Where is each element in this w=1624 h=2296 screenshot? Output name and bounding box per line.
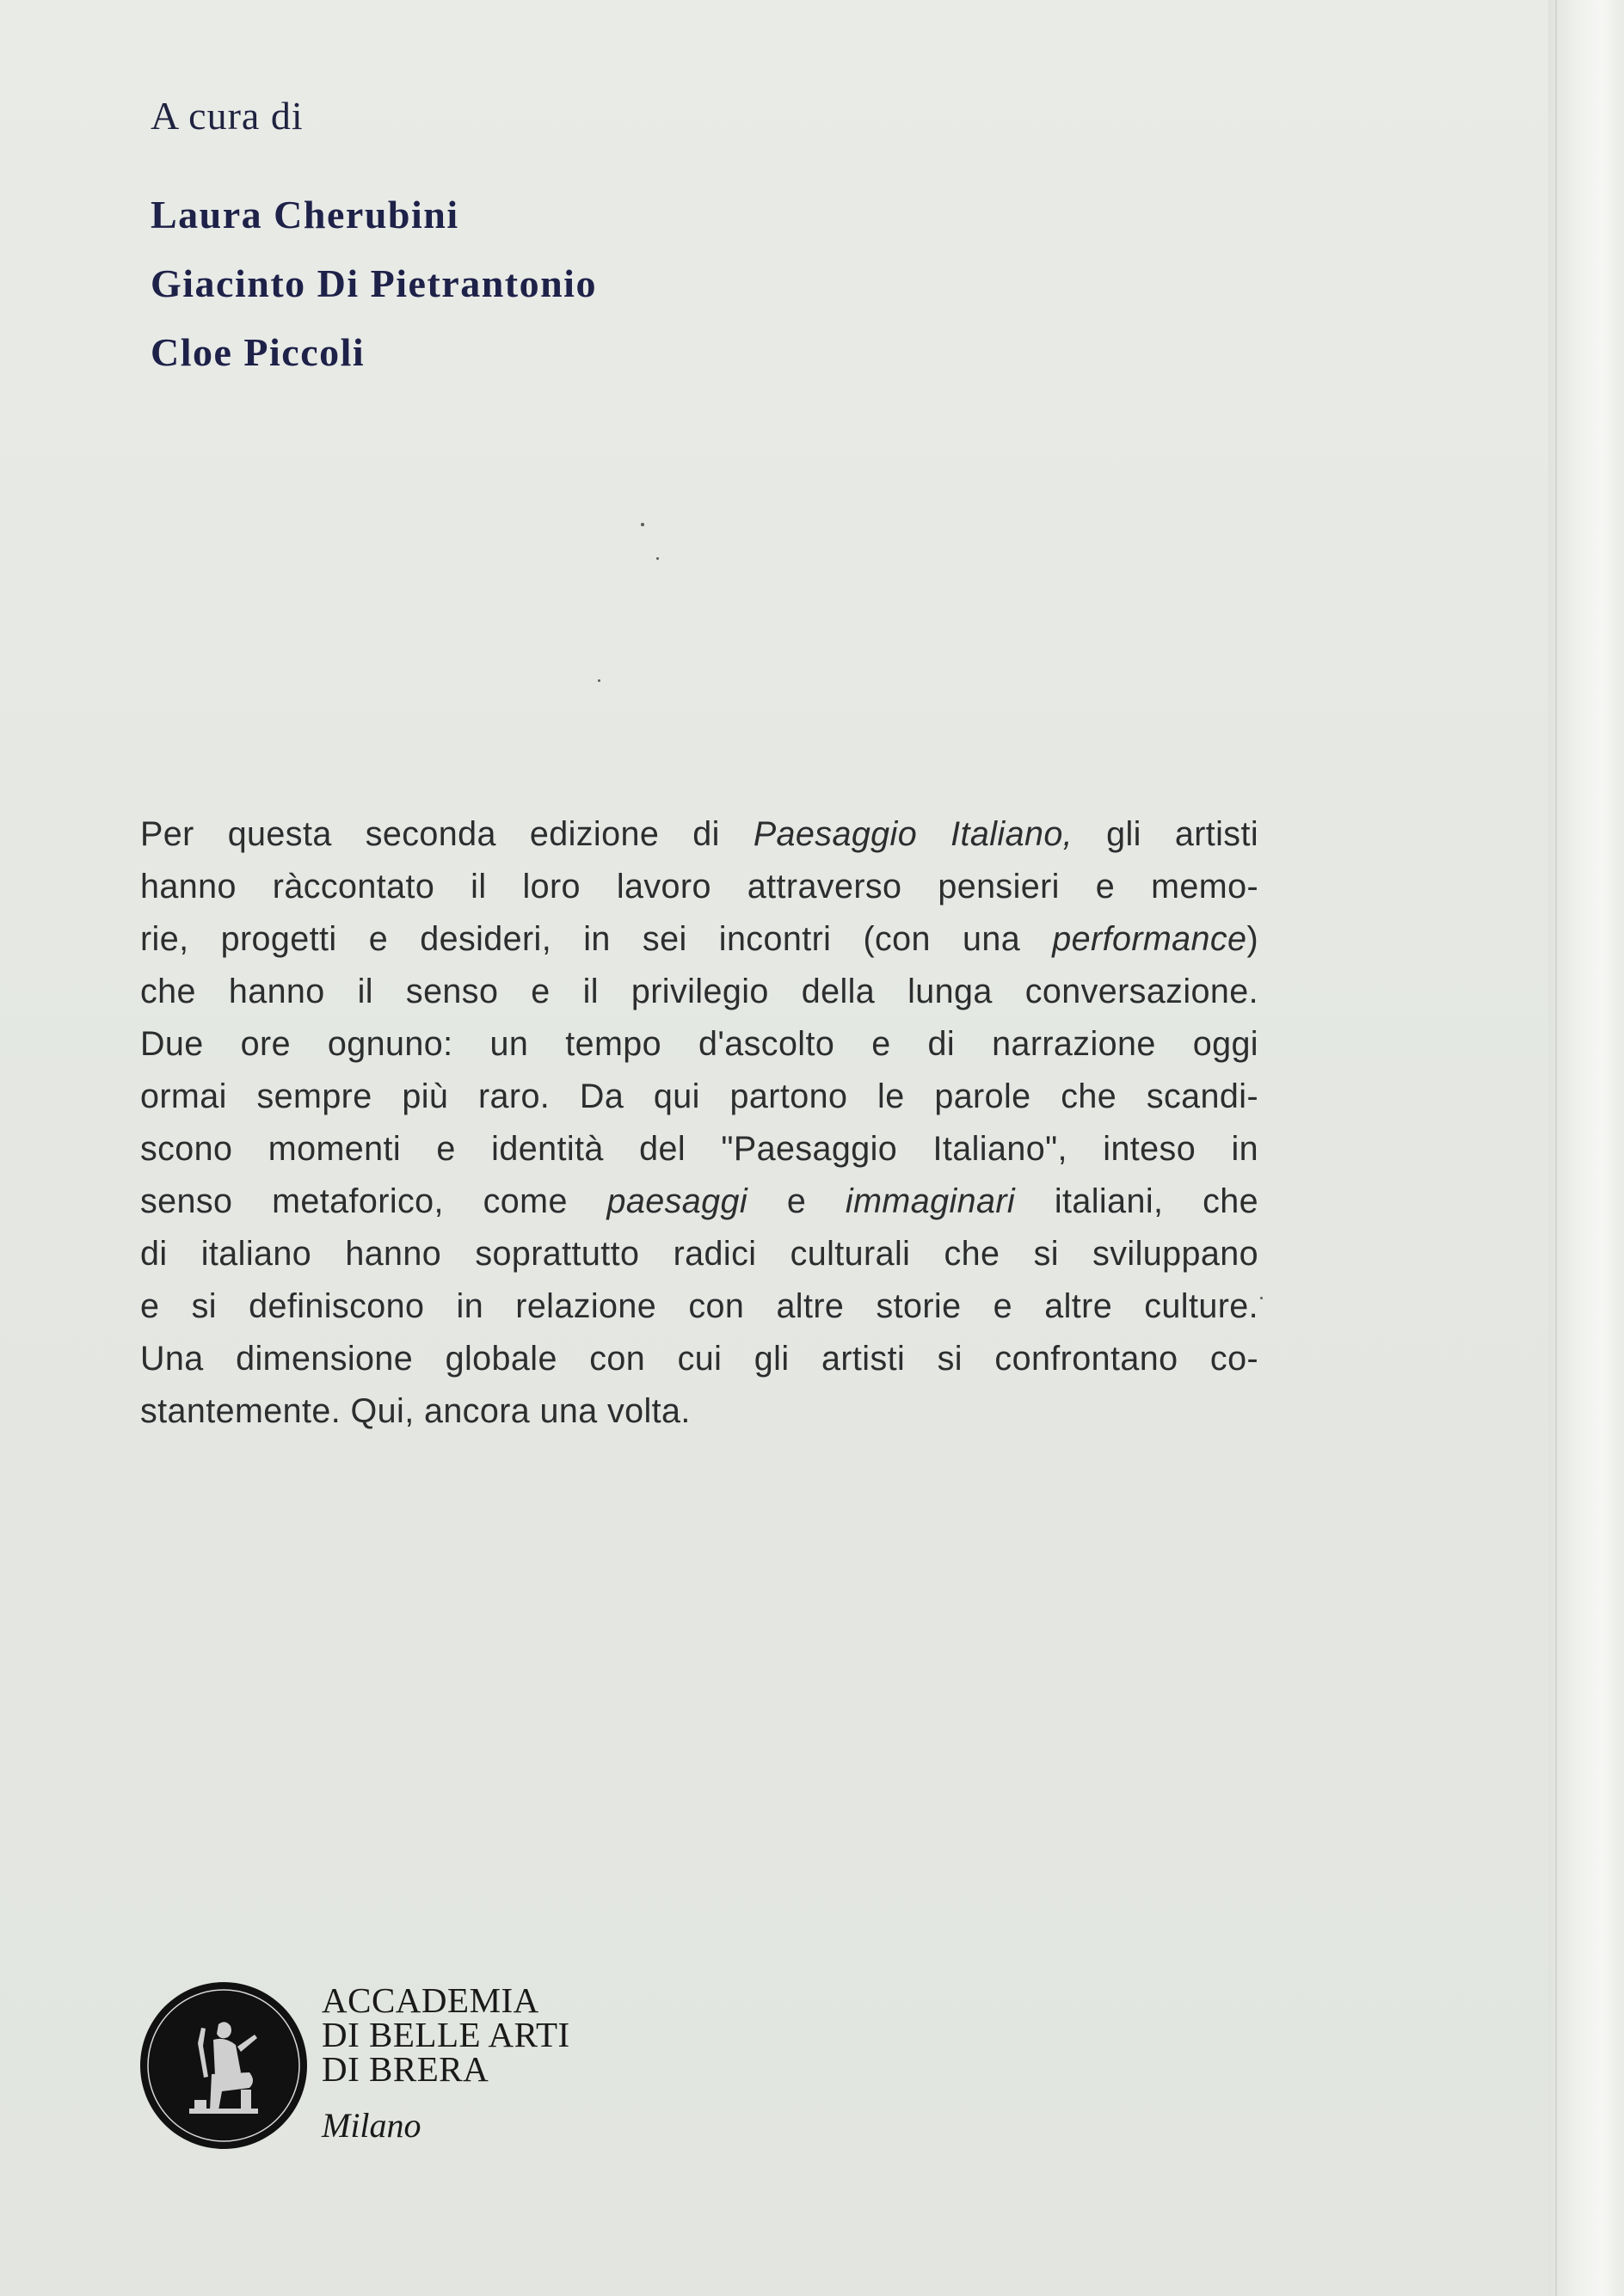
curator-name: Cloe Piccoli [151,330,366,374]
curator-name: Laura Cherubini [151,193,459,236]
description-paragraph [140,808,1258,1438]
publisher-name [322,1980,570,2089]
paper-speck [598,679,600,682]
italic-phrase: Paesaggio Italiano, [753,815,1073,853]
description-line: e si definiscono in relazione con altre storie e altre culture. [140,1287,1258,1325]
description-line: Due ore ognuno: un tempo d'ascolto e di narrazione oggi [140,1025,1258,1063]
book-edge-crease [1555,0,1557,2296]
description-line: rie, progetti e desideri, in sei incontri (con una performance) [140,920,1258,958]
seated-figure-seal-icon [138,1980,310,2152]
description-line: hanno ràccontato il loro lavoro attraverso pensieri e memo- [140,868,1258,906]
paper-speck [641,523,644,526]
paper-speck [656,557,659,560]
description-line: Una dimensione globale con cui gli artisti si confrontano co- [140,1340,1258,1378]
publisher-name-line: DI BRERA [322,2049,489,2089]
description-line: che hanno il senso e il privilegio della lunga conversazione. [140,973,1258,1010]
italic-phrase: immaginari [845,1182,1016,1220]
curator-list [151,181,597,387]
italic-phrase: performance [1052,920,1247,958]
description-line: Per questa seconda edizione di Paesaggio Italiano, gli artisti [140,815,1258,853]
italic-phrase: paesaggi [606,1182,748,1220]
description-line: di italiano hanno soprattutto radici culturali che si sviluppano [140,1235,1258,1273]
publisher-name-line: ACCADEMIA [322,1980,539,2020]
description-line: scono momenti e identità del "Paesaggio Italiano", inteso in [140,1130,1258,1168]
publisher-city: Milano [322,2106,421,2145]
publisher-block [138,1978,740,2158]
curator-intro: A cura di [151,94,304,138]
description-line: senso metaforico, come paesaggi e immaginari italiani, che [140,1182,1258,1220]
description-line: ormai sempre più raro. Da qui partono le parole che scandi- [140,1077,1258,1115]
description-line: stantemente. Qui, ancora una volta. [140,1392,691,1430]
paper-speck [1260,1297,1263,1299]
book-edge [1548,0,1624,2296]
curator-name: Giacinto Di Pietrantonio [151,261,597,305]
publisher-name-line: DI BELLE ARTI [322,2015,570,2054]
